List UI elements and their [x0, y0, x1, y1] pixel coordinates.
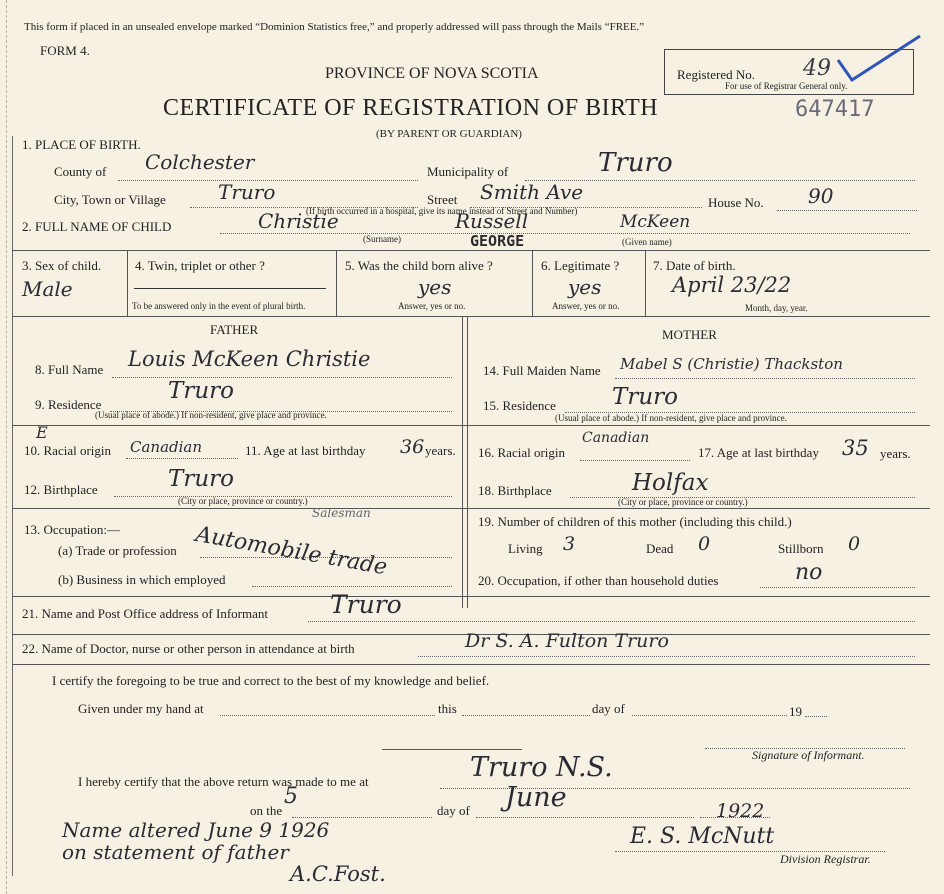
division-registrar-label: Division Registrar.	[780, 852, 871, 866]
father-occupation-label: 13. Occupation:—	[24, 522, 121, 537]
child-surname: Christie	[258, 209, 339, 233]
dead-label: Dead	[646, 541, 674, 556]
informant-signature-label: Signature of Informant.	[752, 748, 865, 762]
form-number: FORM 4.	[40, 43, 90, 58]
given-under-label: Given under my hand at	[78, 701, 204, 716]
city-value: Truro	[218, 180, 276, 204]
registration-year: 1922	[716, 800, 765, 822]
doctor-value: Dr S. A. Fulton Truro	[465, 630, 669, 652]
mother-name-label: 14. Full Maiden Name	[483, 363, 601, 378]
mother-res-note: (Usual place of abode.) If non-resident, give place and province.	[555, 413, 787, 423]
street-value: Smith Ave	[480, 180, 584, 204]
father-trade-value: Automobile trade	[193, 522, 390, 581]
father-name-value: Louis McKeen Christie	[128, 347, 371, 371]
mother-racial-value: Canadian	[582, 430, 650, 446]
stillborn-value: 0	[848, 533, 861, 555]
father-trade-insert: Salesman	[312, 506, 371, 520]
father-age-unit: years.	[425, 443, 456, 458]
father-res-value: Truro	[168, 378, 234, 404]
informant-value: Truro	[330, 590, 402, 619]
mother-res-label: 15. Residence	[483, 398, 556, 413]
father-name-label: 8. Full Name	[35, 362, 104, 377]
father-heading: FATHER	[210, 322, 259, 337]
sex-value: Male	[22, 277, 73, 301]
county-value: Colchester	[145, 150, 255, 174]
surname-caption: (Surname)	[363, 234, 401, 244]
legit-label: 6. Legitimate ?	[541, 258, 620, 273]
stamp-number: 647417	[795, 97, 875, 122]
county-label: County of	[54, 164, 107, 179]
twin-label: 4. Twin, triplet or other ?	[135, 258, 265, 273]
registered-value: 49	[803, 56, 831, 81]
mother-children-label: 19. Number of children of this mother (including this child.)	[478, 514, 792, 529]
father-racial-label: 10. Racial origin	[24, 443, 112, 458]
mother-birthplace-note: (City or place, province or country.)	[618, 497, 748, 507]
date-note: Month, day, year.	[745, 303, 808, 313]
father-birthplace-note: (City or place, province or country.)	[178, 496, 308, 506]
date-value: April 23/22	[672, 273, 792, 297]
child-name-label: 2. FULL NAME OF CHILD	[22, 219, 172, 234]
blue-check-mark	[830, 30, 925, 85]
registration-place: Truro N.S.	[470, 752, 613, 783]
city-label: City, Town or Village	[54, 192, 166, 207]
child-given-1: Russell	[455, 209, 529, 233]
registration-month: June	[505, 782, 567, 813]
given-caption: (Given name)	[622, 237, 672, 247]
mother-heading: MOTHER	[662, 327, 717, 342]
province-heading: PROVINCE OF NOVA SCOTIA	[325, 65, 539, 82]
sex-label: 3. Sex of child.	[22, 258, 102, 273]
certify-statement: I certify the foregoing to be true and correct to the best of my knowledge and belief.	[52, 673, 490, 688]
mother-occupation-value: no	[795, 560, 823, 585]
this-label: this	[438, 701, 457, 716]
father-res-label: 9. Residence	[35, 397, 102, 412]
twin-dash	[134, 288, 326, 289]
house-label: House No.	[708, 195, 764, 210]
house-value: 90	[808, 184, 834, 208]
father-racial-value: Canadian	[130, 438, 203, 456]
living-label: Living	[508, 541, 543, 556]
doctor-label: 22. Name of Doctor, nurse or other person in attendance at birth	[22, 641, 355, 656]
alive-note: Answer, yes or no.	[398, 301, 466, 311]
registration-day: 5	[284, 784, 298, 809]
registered-label: Registered No.	[677, 67, 755, 82]
certificate-title: CERTIFICATE OF REGISTRATION OF BIRTH	[163, 95, 659, 121]
mother-age-value: 35	[842, 436, 869, 460]
father-racial-mark: E	[36, 423, 48, 442]
annotation-initials: A.C.Fost.	[290, 862, 386, 886]
certificate-subtitle: (BY PARENT OR GUARDIAN)	[376, 128, 522, 140]
father-birthplace-value: Truro	[168, 466, 234, 492]
father-res-note: (Usual place of abode.) If non-resident, give place and province.	[95, 410, 327, 420]
annotation-line-2: on statement of father	[62, 840, 289, 864]
mother-age-unit: years.	[880, 446, 911, 461]
father-age-label: 11. Age at last birthday	[245, 443, 366, 458]
mother-birthplace-value: Holfax	[632, 470, 709, 496]
stillborn-label: Stillborn	[778, 541, 824, 556]
mother-res-value: Truro	[612, 384, 678, 410]
mother-occupation-label: 20. Occupation, if other than household duties	[478, 573, 719, 588]
hereby-certify: I hereby certify that the above return was made to me at	[78, 774, 369, 789]
living-value: 3	[563, 533, 576, 555]
legit-note: Answer, yes or no.	[552, 301, 620, 311]
inserted-given-name: GEORGE	[470, 232, 525, 250]
twin-note: To be answered only in the event of plural birth.	[132, 301, 306, 311]
mother-name-value: Mabel S (Christie) Thackston	[620, 355, 843, 373]
municipality-label: Municipality of	[427, 164, 509, 179]
hospital-note: (If birth occurred in a hospital, give its name instead of Street and Number)	[306, 206, 578, 216]
mother-birthplace-label: 18. Birthplace	[478, 483, 552, 498]
father-business-label: (b) Business in which employed	[58, 572, 226, 587]
child-given-2: McKeen	[620, 212, 691, 232]
place-section-label: 1. PLACE OF BIRTH.	[22, 137, 141, 152]
municipality-value: Truro	[598, 148, 673, 178]
registration-day-of: day of	[437, 803, 470, 818]
dead-value: 0	[698, 533, 711, 555]
street-label: Street	[427, 192, 458, 207]
day-of-label: day of	[592, 701, 625, 716]
legit-value: yes	[568, 275, 602, 299]
mail-notice: This form if placed in an unsealed envelope marked “Dominion Statistics free,” and properly addressed will pass through the Mails “FREE.”	[24, 21, 645, 33]
alive-value: yes	[418, 275, 452, 299]
division-registrar-signature: E. S. McNutt	[630, 824, 775, 849]
annotation-line-1: Name altered June 9 1926	[62, 818, 330, 842]
father-trade-label: (a) Trade or profession	[58, 543, 177, 558]
registrar-use-note: For use of Registrar General only.	[725, 81, 848, 91]
father-age-value: 36	[400, 436, 425, 458]
binding-edge	[6, 0, 7, 894]
on-the-label: on the	[250, 803, 283, 818]
mother-age-label: 17. Age at last birthday	[698, 445, 819, 460]
date-label: 7. Date of birth.	[653, 258, 736, 273]
mother-racial-label: 16. Racial origin	[478, 445, 566, 460]
alive-label: 5. Was the child born alive ?	[345, 258, 493, 273]
year-prefix: 19	[789, 704, 802, 719]
father-birthplace-label: 12. Birthplace	[24, 482, 98, 497]
informant-label: 21. Name and Post Office address of Informant	[22, 606, 268, 621]
